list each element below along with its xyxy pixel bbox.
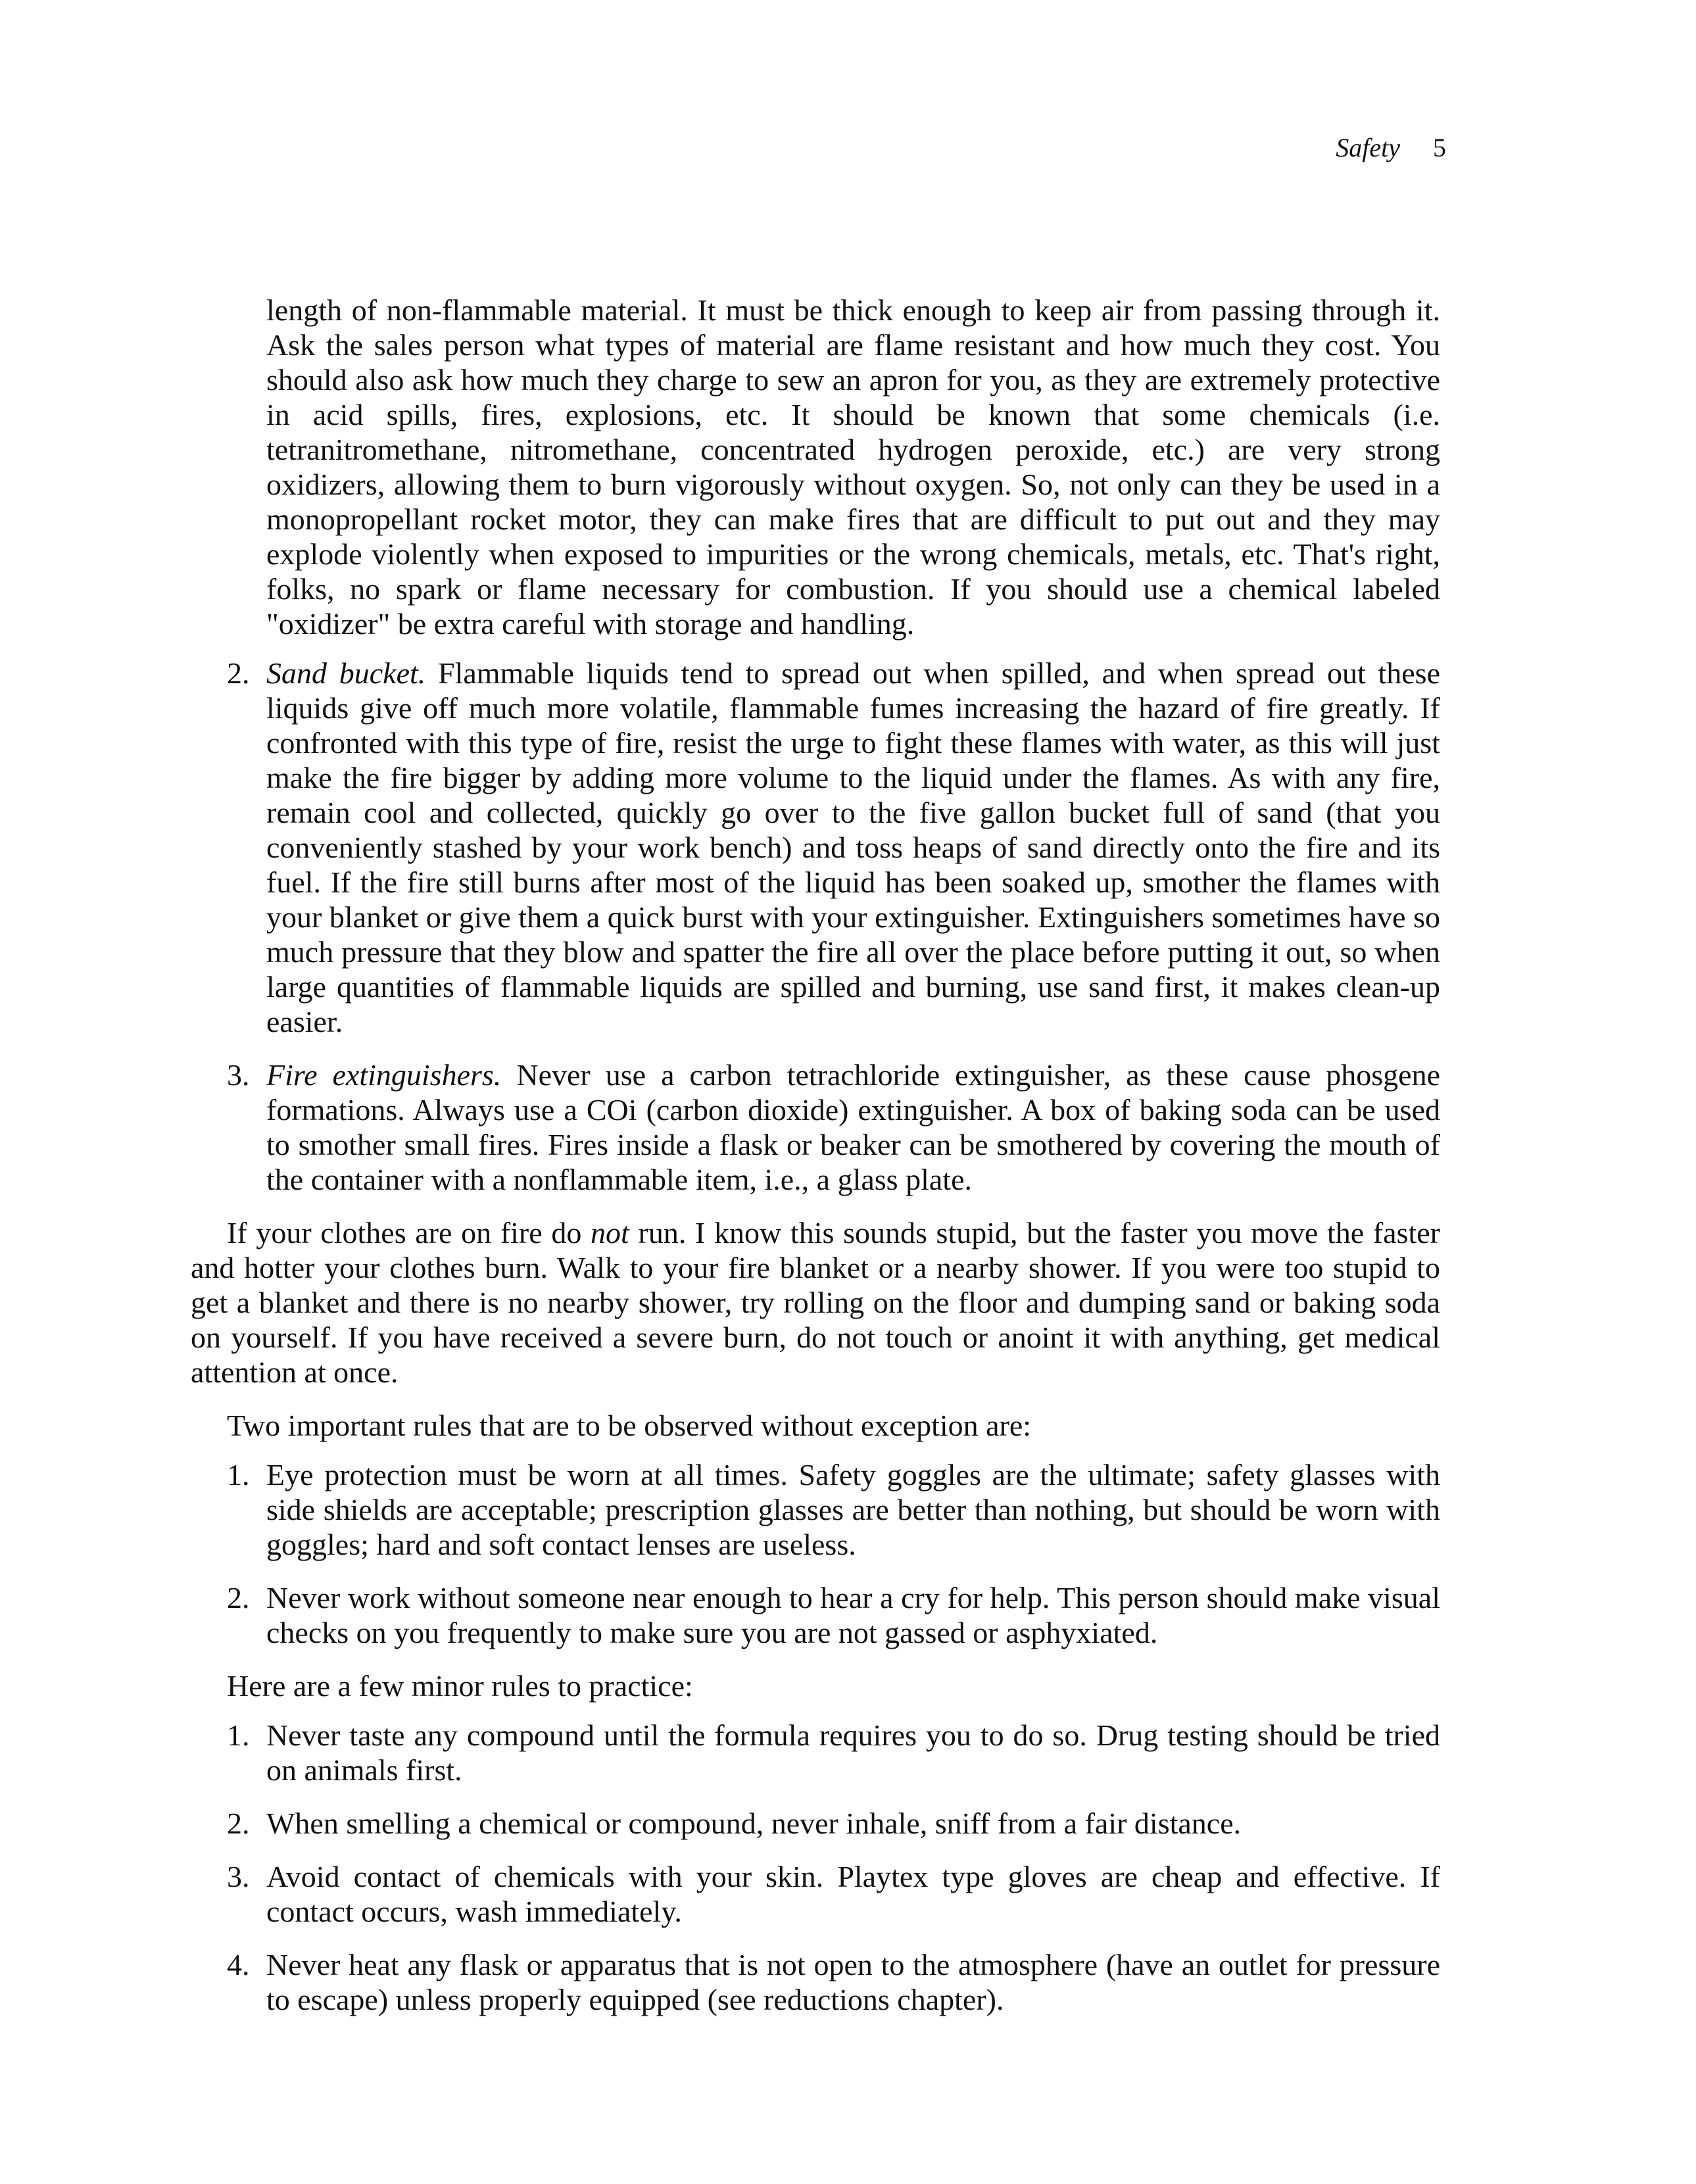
continuation-paragraph: length of non-flammable material. It must be thick enough to keep air from passing through it. Ask the sales person what types of material are flame resistant and how much they cost. You should also ask how much they charge to sew an apron for you, as they are extremely protective in acid spills, fires, explosions, etc. It should be known that some chemicals (i.e. tetranitromethane, nitromethane, concentrated hydrogen peroxide, etc.) are very strong oxidizers, allowing them to burn vigorously without oxygen. So, not only can they be used in a monopropellant rocket motor, they can make fires that are difficult to put out and they may explode violently when exposed to impurities or the wrong chemicals, metals, etc. That's right, folks, no spark or flame necessary for combustion. If you should use a chemical labeled "oxidizer" be extra careful with storage and handling.: [266, 293, 1440, 641]
minor-rule-item: [191, 1859, 1440, 1929]
clothes-on-fire-paragraph: [191, 1215, 1440, 1390]
clothes-text-after: run. I know this sounds stupid, but the faster you move the faster and hotter your clothes burn. Walk to your fire blanket or a nearby shower. If you were too stupid to get a blanket and there is no nearby shower, try rolling on the floor and dumping sand or baking soda on yourself. If you have received a severe burn, do not touch or anoint it with anything, get medical attention at once.: [191, 1216, 1440, 1389]
item-body: Never use a carbon tetrachloride extinguisher, as these cause phosgene formations. Always use a COi (carbon dioxide) extinguisher. A box of baking soda can be used to smother small fires. Fires inside a flask or beaker can be smothered by covering the mouth of the container with a nonflammable item, i.e., a glass plate.: [266, 1058, 1440, 1196]
list-number: 2.: [227, 656, 250, 690]
section-title: Safety: [1336, 133, 1400, 162]
list-item-text: Eye protection must be worn at all times. Safety goggles are the ultimate; safety glasses with side shields are acceptable; prescription glasses are better than nothing, but should be worn with goggles; hard and soft contact lenses are useless.: [266, 1458, 1440, 1561]
list-item-text: [266, 1057, 1440, 1197]
clothes-text-emphasis: not: [591, 1216, 629, 1250]
item-title: Sand bucket.: [266, 656, 426, 690]
list-number: 1.: [227, 1458, 250, 1492]
list-number: 2.: [227, 1807, 250, 1840]
minor-rules-intro: Here are a few minor rules to practice:: [227, 1669, 693, 1703]
item-body: Flammable liquids tend to spread out when spilled, and when spread out these liquids give off much more volatile, flammable fumes increasing the hazard of fire greatly. If confronted with this type of fire, resist the urge to fight these flames with water, as this will just make the fire bigger by adding more volume to the liquid under the flames. As with any fire, remain cool and collected, quickly go over to the five gallon bucket full of sand (that you conveniently stashed by your work bench) and toss heaps of sand directly onto the fire and its fuel. If the fire still burns after most of the liquid has been soaked up, smother the flames with your blanket or give them a quick burst with your extinguisher. Extinguishers sometimes have so much pressure that they blow and spatter the fire all over the place before putting it out, so when large quantities of flammable liquids are spilled and burning, use sand first, it makes clean-up easier.: [266, 656, 1440, 1038]
important-rule-item: [191, 1457, 1440, 1562]
list-item-text: Never taste any compound until the formula requires you to do so. Drug testing should be tried on animals first.: [266, 1718, 1440, 1787]
item-title: Fire extinguishers.: [266, 1058, 502, 1092]
clothes-text-before: If your clothes are on fire do: [227, 1216, 582, 1250]
list-item-text: Never heat any flask or apparatus that is not open to the atmosphere (have an outlet for pressure to escape) unless properly equipped (see reductions chapter).: [266, 1948, 1440, 2016]
list-item-text: Avoid contact of chemicals with your skin. Playtex type gloves are cheap and effective. If contact occurs, wash immediately.: [266, 1860, 1440, 1928]
list-item-text: Never work without someone near enough to hear a cry for help. This person should make visual checks on you frequently to make sure you are not gassed or asphyxiated.: [266, 1581, 1440, 1649]
running-header: [1336, 132, 1446, 164]
list-number: 4.: [227, 1948, 250, 1981]
minor-rule-item: [191, 1806, 1440, 1841]
important-rule-item: [191, 1580, 1440, 1650]
list-number: 1.: [227, 1718, 250, 1752]
minor-rule-item: [191, 1718, 1440, 1787]
body-text: [191, 293, 1440, 2017]
list-number: 3.: [227, 1860, 250, 1893]
list-item-sand-bucket: [191, 656, 1440, 1039]
important-rules-intro: Two important rules that are to be observed without exception are:: [227, 1409, 1032, 1442]
list-item-text: [266, 656, 1440, 1039]
page-number: 5: [1433, 133, 1446, 162]
minor-rule-item: [191, 1947, 1440, 2017]
list-item-text: When smelling a chemical or compound, never inhale, sniff from a fair distance.: [266, 1807, 1242, 1840]
list-number: 2.: [227, 1581, 250, 1614]
list-item-fire-extinguishers: [191, 1057, 1440, 1197]
list-number: 3.: [227, 1058, 250, 1092]
